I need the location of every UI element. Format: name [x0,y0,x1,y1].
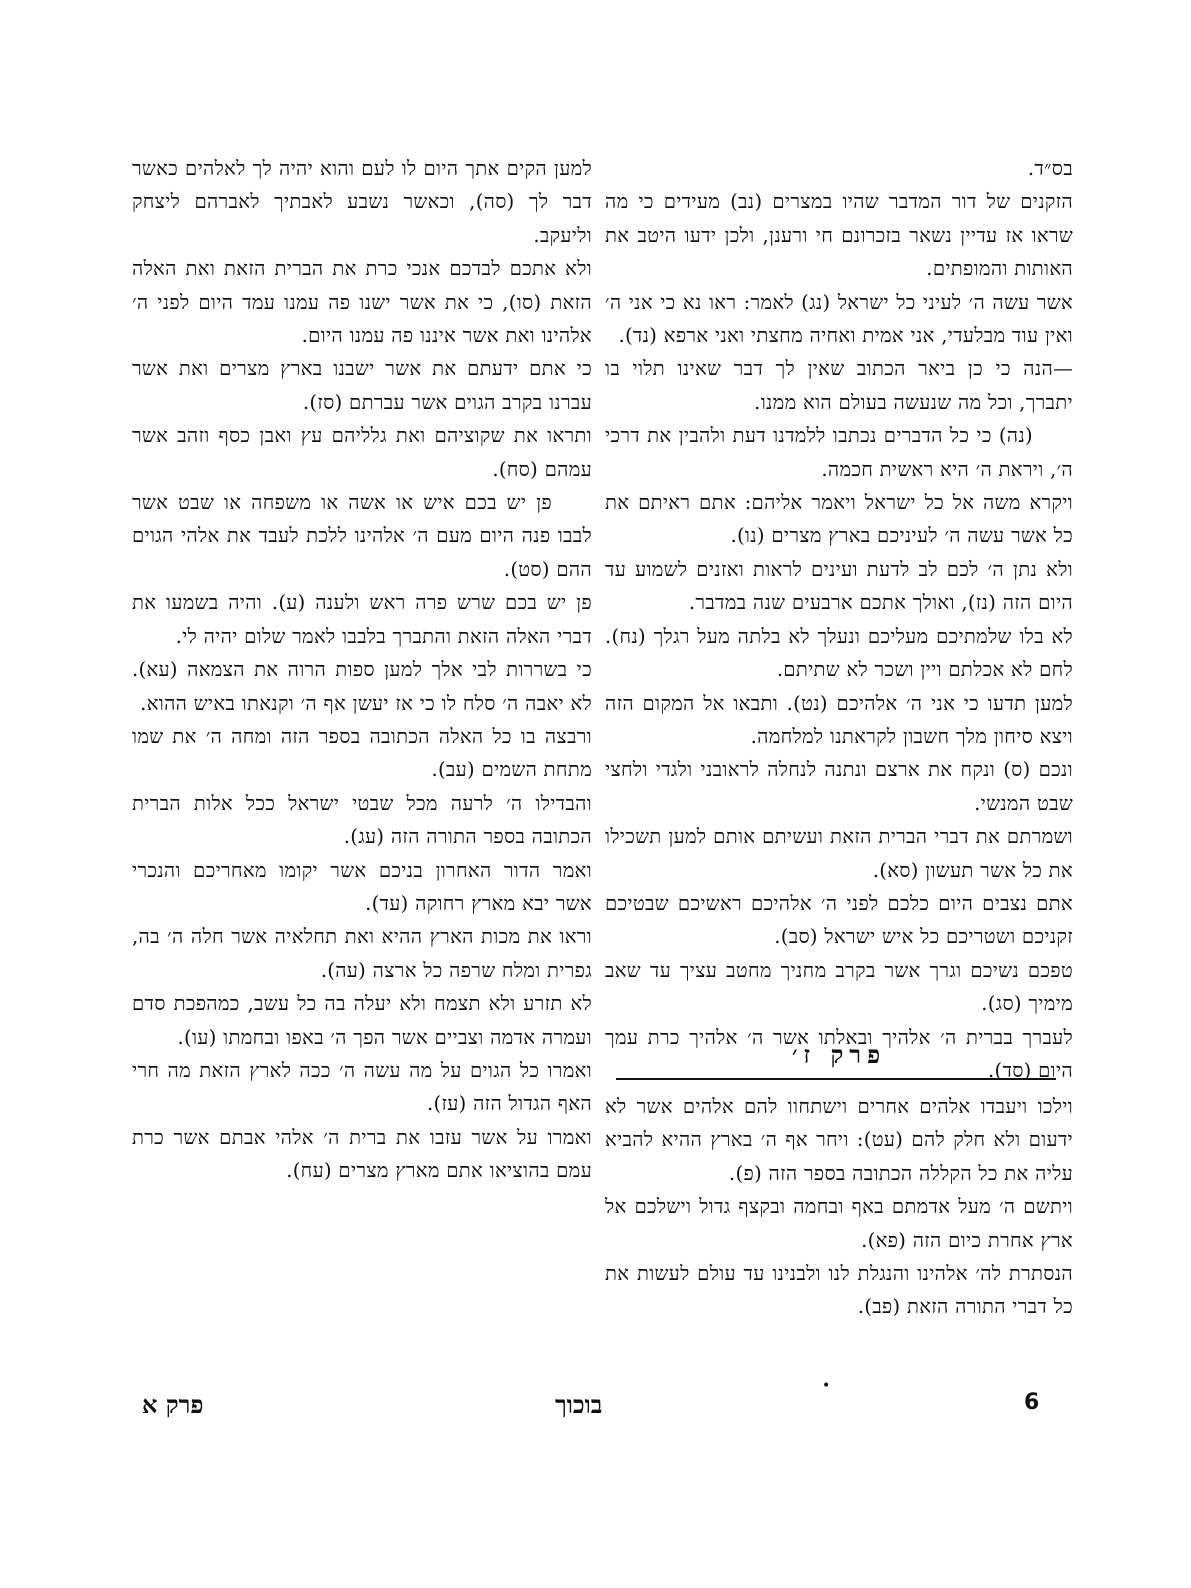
right-column-top [605,152,1073,1087]
paragraph: ונכם (ס) ונקח את ארצם ונתנה לנחלה לראובני ולגדי ולחצי שבט המנשי. [605,758,1073,815]
paragraph: לעברך בברית ה׳ אלהיך ובאלתו אשר ה׳ אלהיך כרת עמך היום (סד). [605,1025,1073,1082]
paragraph: פן יש בכם איש או אשה או משפחה או שבט אשר לבבו פנה היום מעם ה׳ אלהינו ללכת לעבד את אלהי הגוים ההם (סט). [132,491,592,581]
right-column-bottom [605,1090,1073,1324]
paragraph: (נה) כי כל הדברים נכתבו ללמדנו דעת ולהבין את דרכי ה׳, ויראת ה׳ היא ראשית חכמה. [605,424,1073,481]
paragraph: כי בשררות לבי אלך למען ספות הרוה את הצמאה (עא). לא יאבה ה׳ סלח לו כי אז יעשן אף ה׳ וקנאתו באיש ההוא. [132,658,592,715]
paragraph: הזקנים של דור המדבר שהיו במצרים (נב) מעידים כי מה שראו אז עדיין נשאר בזכרונם חי ורענן, ולכן ידעו היטב את האותות והמופתים. [605,190,1073,281]
paragraph: —הנה כי כן ביאר הכתוב שאין לך דבר שאינו תלוי בו יתברך, וכל מה שנעשה בעולם הוא ממנו. [605,357,1073,414]
paragraph: ויקרא משה אל כל ישראל ויאמר אליהם: אתם ראיתם את כל אשר עשה ה׳ לעיניכם בארץ מצרים (נו). [605,491,1073,548]
paragraph: אשר עשה ה׳ לעיני כל ישראל (נג) לאמר: ראו נא כי אני ה׳ ואין עוד מבלעדי, אני אמית ואחיה מחצתי ואני ארפא (נד). [605,290,1073,348]
paragraph: ואמר הדור האחרון בניכם אשר יקומו מאחריכם והנכרי אשר יבא מארץ רחוקה (עד). [132,858,592,915]
paragraph: ותראו את שקוציהם ואת גלליהם עץ ואבן כסף וזהב אשר עמהם (סח). [132,424,592,481]
section-heading: פרק ז׳ [791,1040,887,1069]
chapter-label: פרק א [142,1390,204,1419]
running-title: בוכוך [555,1390,603,1419]
paragraph: כי אתם ידעתם את אשר ישבנו בארץ מצרים ואת אשר עברנו בקרב הגוים אשר עברתם (סז). [132,357,592,414]
page-mark-dot: • [822,1378,831,1394]
page-number: 6 [1024,1390,1040,1415]
section-divider [616,1078,1056,1080]
paragraph: וילכו ויעבדו אלהים אחרים וישתחוו להם אלהים אשר לא ידעום ולא חלק להם (עט): ויחר אף ה׳ בארץ ההיא להביא עליה את כל הקללה הכתובה בספר הזה (פ). [605,1095,1073,1185]
paragraph: ולא אתכם לבדכם אנכי כרת את הברית הזאת ואת האלה הזאת (סו), כי את אשר ישנו פה עמנו עמד היום לפני ה׳ אלהינו ואת אשר איננו פה עמנו היום. [132,257,592,348]
paragraph: למען תדעו כי אני ה׳ אלהיכם (נט). ותבאו אל המקום הזה ויצא סיחון מלך חשבון לקראתנו למלחמה. [605,691,1073,748]
paragraph: פן יש בכם שרש פרה ראש ולענה (ע). והיה בשמעו את דברי האלה הזאת והתברך בלבבו לאמר שלום יהיה לי. [132,591,592,648]
paragraph: ואמרו כל הגוים על מה עשה ה׳ ככה לארץ הזאת מה חרי האף הגדול הזה (עז). [132,1058,592,1116]
paragraph: לא תזרע ולא תצמח ולא יעלה בה כל עשב, כמהפכת סדם ועמרה אדמה וצביים אשר הפך ה׳ באפו ובחמתו (עו). [132,992,592,1049]
left-column [132,152,592,1188]
paragraph: ויתשם ה׳ מעל אדמתם באף ובחמה ובקצף גדול וישלכם אל ארץ אחרת כיום הזה (פא). [605,1195,1073,1252]
paragraph: הנסתרת לה׳ אלהינו והנגלת לנו ולבנינו עד עולם לעשות את כל דברי התורה הזאת (פב). [605,1262,1073,1319]
paragraph: ושמרתם את דברי הברית הזאת ועשיתם אותם למען תשכילו את כל אשר תעשון (סא). [605,825,1073,882]
paragraph: בס״ד. [1027,157,1073,180]
paragraph: ולא נתן ה׳ לכם לב לדעת ועינים לראות ואזנים לשמוע עד היום הזה (נז), ואולך אתכם ארבעים שנה במדבר. [605,557,1073,615]
paragraph: ואמרו על אשר עזבו את ברית ה׳ אלהי אבתם אשר כרת עמם בהוציאו אתם מארץ מצרים (עח). [132,1125,592,1183]
paragraph: ורבצה בו כל האלה הכתובה בספר הזה ומחה ה׳ את שמו מתחת השמים (עב). [132,724,592,782]
paragraph: לא בלו שלמתיכם מעליכם ונעלך לא בלתה מעל רגלך (נח). לחם לא אכלתם ויין ושכר לא שתיתם. [605,624,1073,682]
paragraph: למען הקים אתך היום לו לעם והוא יהיה לך לאלהים כאשר דבר לך (סה), וכאשר נשבע לאבתיך לאברהם ליצחק וליעקב. [132,157,592,247]
paragraph: אתם נצבים היום כלכם לפני ה׳ אלהיכם ראשיכם שבטיכם זקניכם ושטריכם כל איש ישראל (סב). [605,891,1073,949]
paragraph: והבדילו ה׳ לרעה מכל שבטי ישראל ככל אלות הברית הכתובה בספר התורה הזה (עג). [132,791,592,849]
paragraph: וראו את מכות הארץ ההיא ואת תחלאיה אשר חלה ה׳ בה, גפרית ומלח שרפה כל ארצה (עה). [132,925,592,982]
paragraph: טפכם נשיכם וגרך אשר בקרב מחניך מחטב עציך עד שאב מימיך (סג). [605,958,1073,1016]
